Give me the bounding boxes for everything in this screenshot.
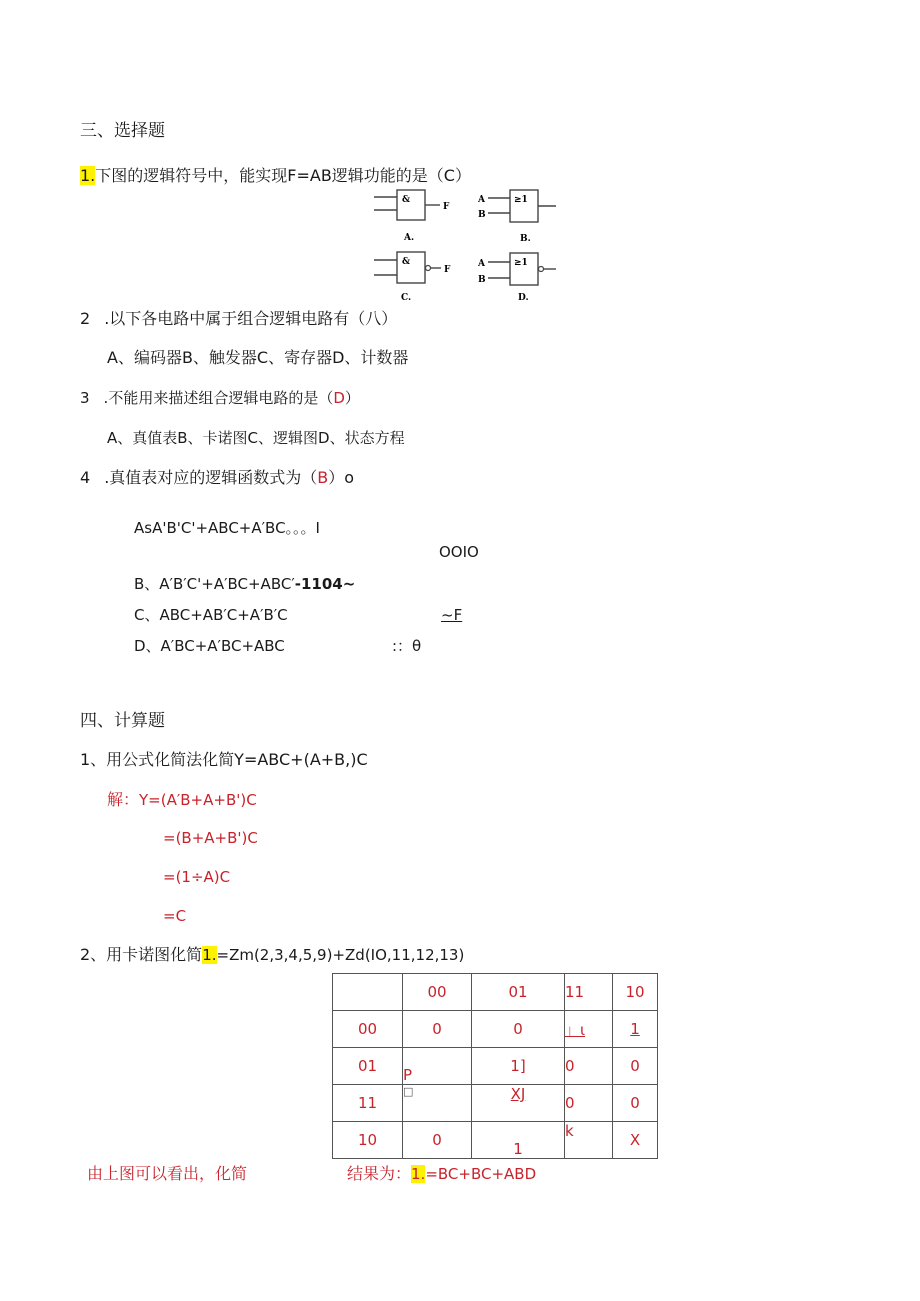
gate-a-caption: A. [404,233,415,243]
question-2 [80,311,397,327]
question-3-text: .不能用来描述组合逻辑电路的是（ [103,389,334,407]
result-line [347,1166,536,1182]
kmap-row [333,1085,658,1122]
question-4-option-b-text: B、A′B′C'+A′BC+ABC′ [134,575,295,593]
kmap-cell: 0 [565,1048,613,1085]
solution-label: 解： [107,790,140,809]
question-3-number: 3 [80,389,90,407]
question-4-option-a: AsA'B'C'+ABC+A′BC。。。I [134,519,320,537]
kmap-row [333,1122,658,1159]
kmap-cell: 」ι [565,1011,613,1048]
kmap-corner [333,974,403,1011]
solution-line-1 [107,792,257,808]
question-1-text: 下图的逻辑符号中，能实现F=AB逻辑功能的是（C） [95,166,471,185]
question-2-options: A、编码器B、触发器C、寄存器D、计数器 [107,348,409,367]
kmap-cell: 1] [472,1048,565,1085]
problem-1: 1、用公式化简法化简Y=ABC+(A+B,)C [80,750,368,769]
problem-2 [80,947,464,963]
gate-b-symbol: ≥1 [514,195,528,205]
kmap-cell: 1 [613,1011,658,1048]
kmap-row [333,1011,658,1048]
gate-a-output: F [443,202,450,212]
question-1-number: 1. [80,166,96,185]
gate-b-or [477,190,556,244]
gate-d-nor [477,253,556,302]
section-3-title: 三、选择题 [80,121,165,141]
question-4-number: 4 [80,468,91,487]
kmap-cell: 0 [565,1085,613,1122]
question-2-text: .以下各电路中属于组合逻辑电路有（八） [104,309,398,328]
truth-table-fragment-3: :：θ [392,637,422,655]
kmap-col-header: 00 [403,974,472,1011]
kmap-cell: □ [403,1085,472,1122]
solution-step-4: =C [163,907,187,925]
question-4 [80,470,354,486]
logic-gate-figure [372,186,562,302]
result-expression: =BC+BC+ABD [425,1165,537,1183]
question-3-answer: D [333,389,345,407]
kmap-cell: P [403,1048,472,1085]
kmap-row-header: 10 [333,1122,403,1159]
solution-step-1: Y=(A′B+A+B')C [139,791,257,809]
kmap-cell: 1 [472,1122,565,1159]
kmap-row-header: 11 [333,1085,403,1122]
question-4-close: ）o [328,468,355,487]
kmap-row [333,1048,658,1085]
problem-2-expression: =Zm(2,3,4,5,9)+Zd(IO,11,12,13) [216,946,465,964]
question-3-close: ） [344,389,360,407]
truth-table-fragment-2: ~F [441,606,463,624]
conclusion-text: 由上图可以看出，化简 [87,1164,248,1183]
kmap-col-header: 01 [472,974,565,1011]
solution-step-3: =(1÷A)C [163,868,231,886]
kmap-cell: 0 [472,1011,565,1048]
gate-c-output: F [444,265,451,275]
question-4-text: .真值表对应的逻辑函数式为（ [104,468,318,487]
section-4-title: 四、计算题 [80,711,165,731]
gate-b-caption: B. [520,234,531,244]
question-2-number: 2 [80,309,91,328]
problem-2-text: 2、用卡诺图化简 [80,945,203,964]
kmap-col-header: 10 [613,974,658,1011]
gate-b-input-a: A [478,195,485,205]
kmap-cell: 0 [403,1122,472,1159]
gate-a-symbol: & [402,195,411,205]
kmap-cell: XJ [472,1085,565,1122]
kmap-row-header: 01 [333,1048,403,1085]
gate-d-input-b: B [478,275,486,285]
karnaugh-map [332,973,658,1159]
gate-d-caption: D. [518,293,529,302]
question-4-option-c: C、ABC+AB′C+A′B′C [134,606,288,624]
kmap-header-row [333,974,658,1011]
gate-c-symbol: & [402,257,411,267]
gate-c-caption: C. [401,293,412,302]
question-4-option-b [134,577,355,592]
gate-a-and [374,190,450,243]
kmap-col-header: 11 [565,974,613,1011]
gate-b-input-b: B [478,210,486,220]
gate-d-symbol: ≥1 [514,258,528,268]
truth-table-fragment-1: OOIO [439,543,479,561]
kmap-cell: k [565,1122,613,1159]
gate-c-nand [374,252,451,302]
problem-2-highlight: 1. [202,946,217,964]
kmap-cell: X [613,1122,658,1159]
gate-d-input-a: A [478,259,485,269]
question-3-options: A、真值表B、卡诺图C、逻辑图D、状态方程 [107,429,405,447]
kmap-cell: 0 [613,1048,658,1085]
result-highlight: 1. [411,1165,426,1183]
kmap-cell: 0 [403,1011,472,1048]
kmap-row-header: 00 [333,1011,403,1048]
question-3 [80,391,360,406]
question-4-option-d: D、A′BC+A′BC+ABC [134,637,285,655]
result-label: 结果为： [347,1164,412,1183]
solution-step-2: =(B+A+B')C [163,829,258,847]
question-4-option-b-tail: -1104~ [294,575,356,593]
kmap-cell: 0 [613,1085,658,1122]
question-4-answer: B [317,468,329,487]
question-1 [80,168,471,184]
